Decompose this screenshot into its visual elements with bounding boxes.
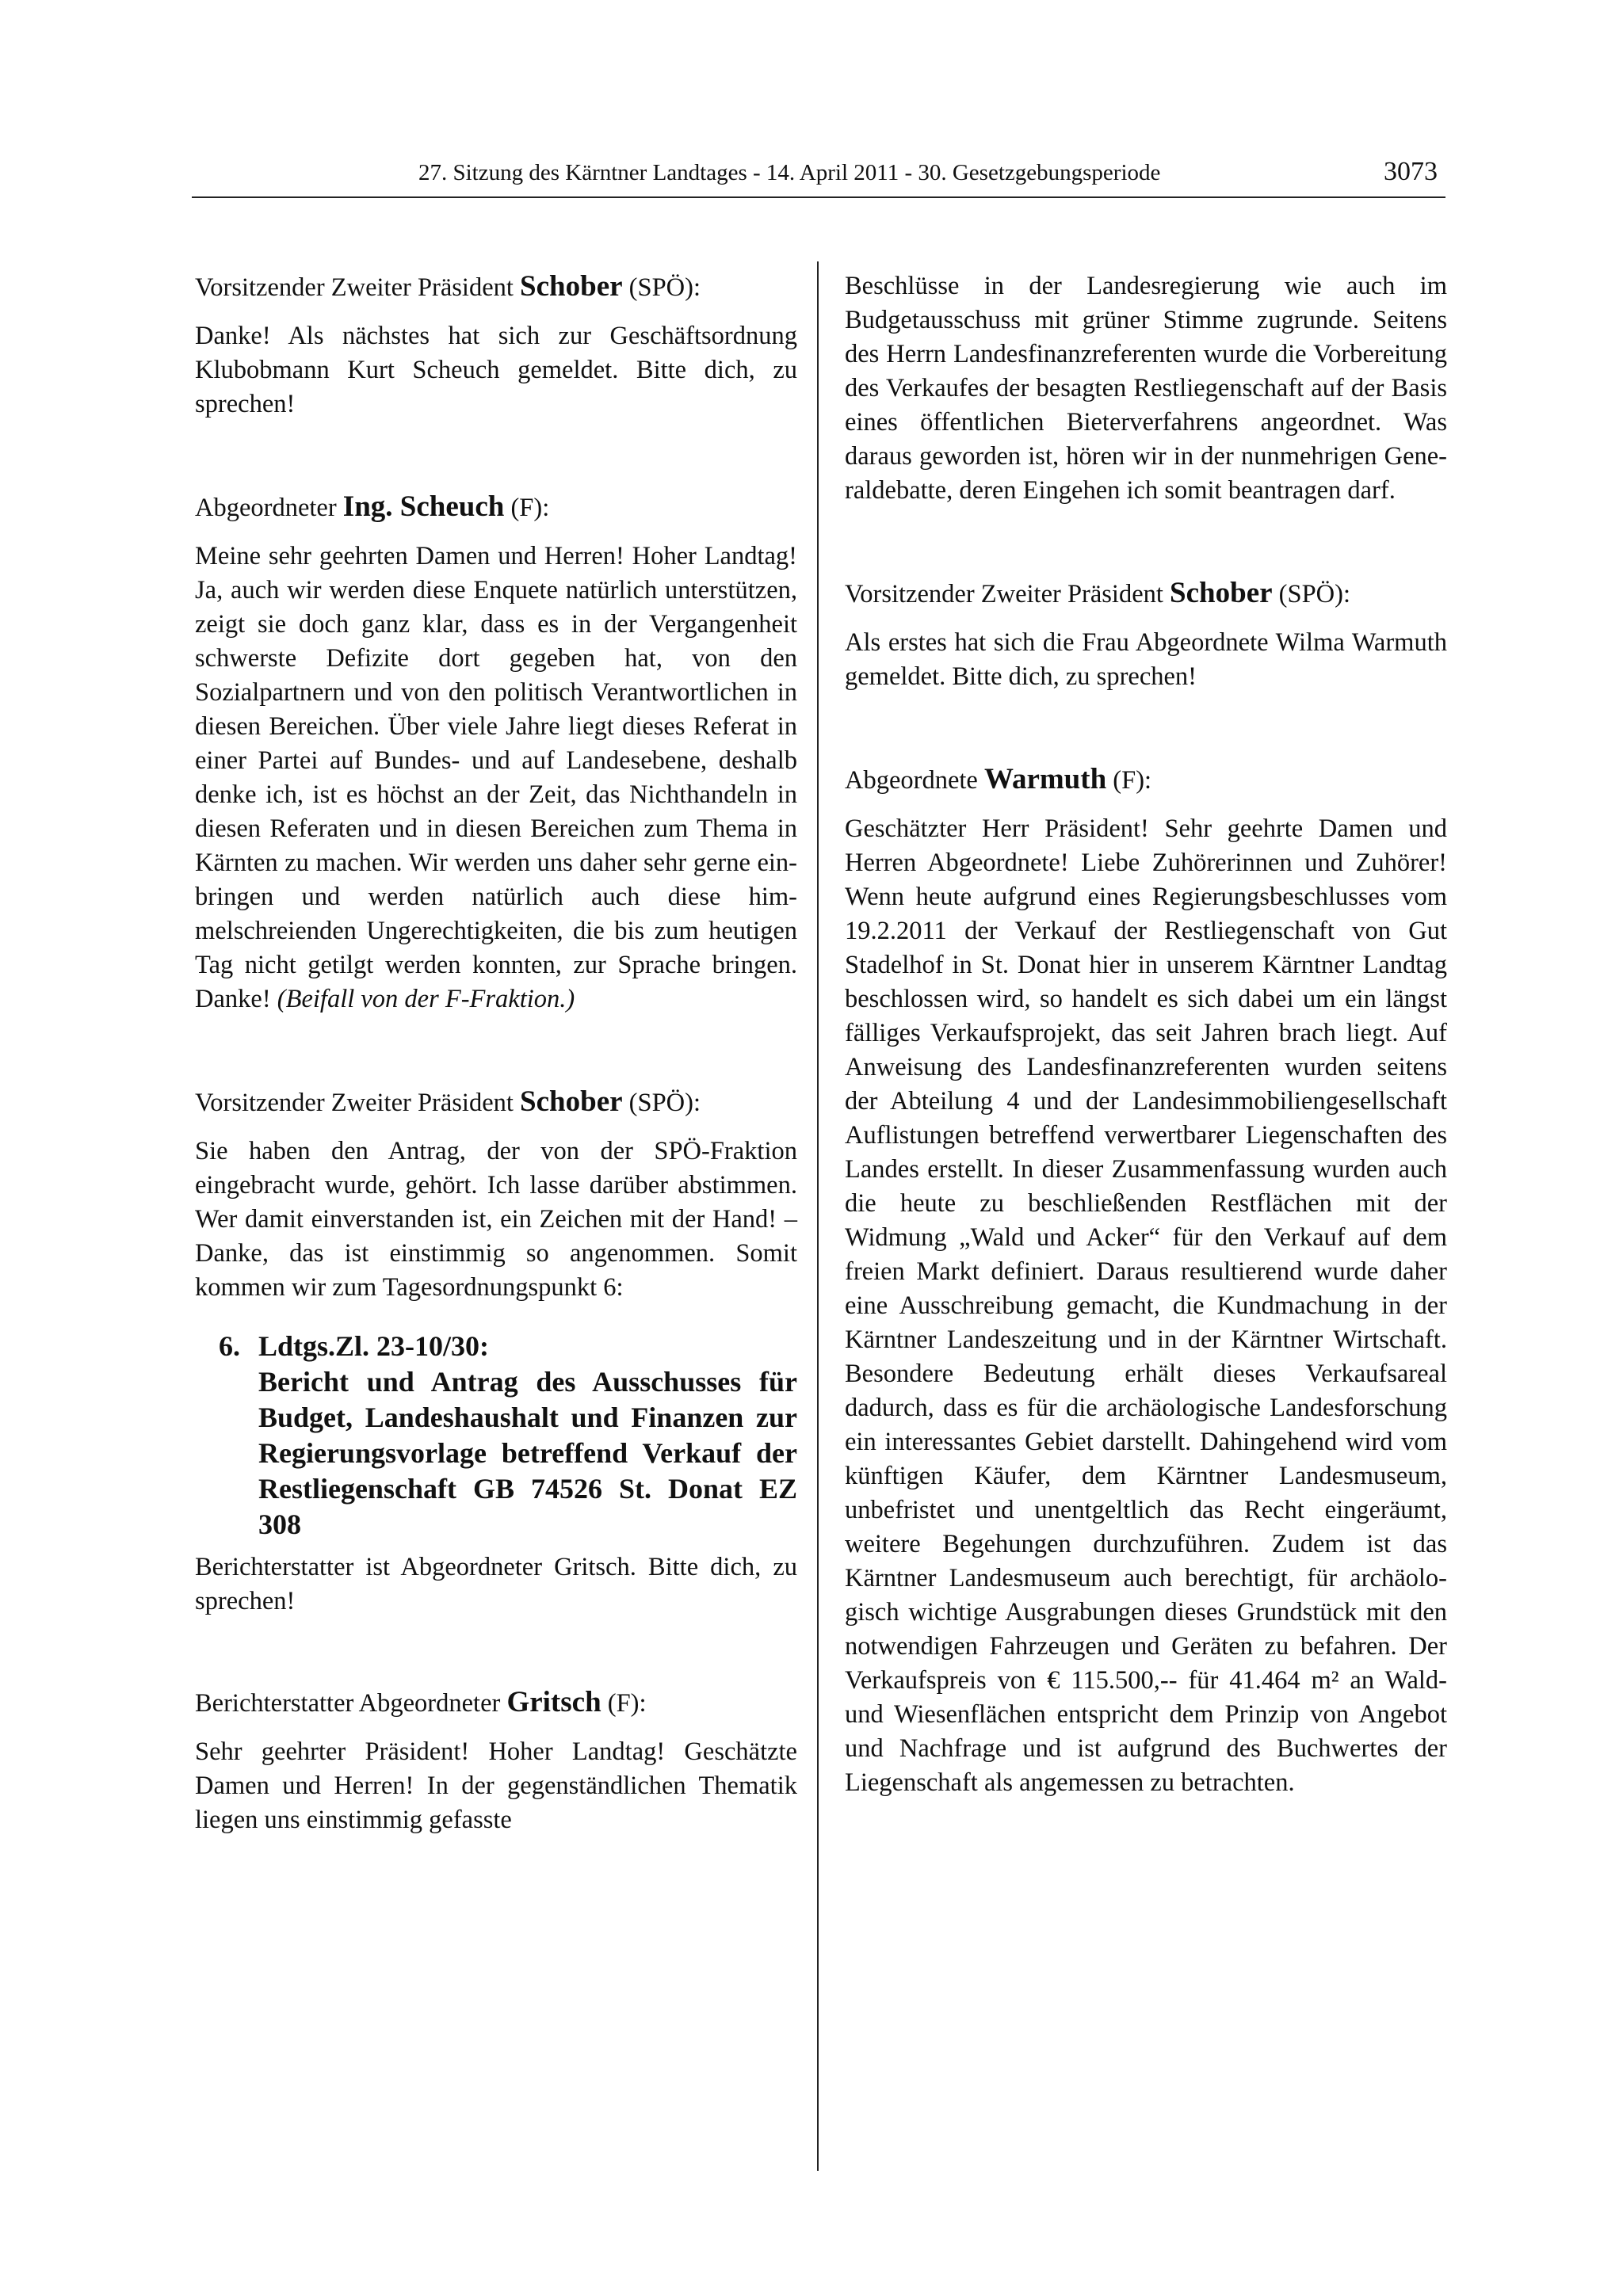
paragraph: Meine sehr geehrten Damen und Herren! Hoher Landtag! Ja, auch wir werden diese Enquete natürlich unterstützen, zeigt sie doch ganz klar, dass es in der Vergangenheit schwerste Defizite dort gegeben hat, von den Sozialpartnern und von den politisch Verantwortlichen in diesen Bereichen. Über viele Jahre liegt dieses Referat in einer Partei auf Bundes- und auf Landesebene, deshalb denke ich, ist es höchst an der Zeit, das Nichthandeln in diesen Referaten und in diesen Bereichen zum Thema in Kärnten zu machen. Wir werden uns daher sehr gerne einbringen und werden natürlich auch diese himmelschreienden Ungerechtigkeiten, die bis zum heutigen Tag nicht getilgt werden konnten, zur Sprache bringen. Danke! (Beifall von der F-Fraktion.)	[195, 542, 797, 1013]
paragraph: Sehr geehrter Präsident! Hoher Landtag! Geschätzte Damen und Herren! In der gegenständlichen Thematik liegen uns einstimmig gefasste	[195, 1737, 797, 1834]
agenda-reference: Ldtgs.Zl. 23-10/30:	[258, 1330, 490, 1362]
paragraph: Sie haben den Antrag, der von der SPÖ-Fraktion eingebracht wurde, gehört. Ich lasse darüber abstimmen. Wer damit einverstanden ist, ein Zeichen mit der Hand! – Danke, das ist einstimmig so angenommen. Somit kommen wir zum Tagesordnungspunkt 6:	[195, 1137, 797, 1302]
paragraph: Danke! Als nächstes hat sich zur Geschäftsordnung Klubobmann Kurt Scheuch gemeldet. Bitte dich, zu sprechen!	[195, 322, 797, 418]
paragraph: Als erstes hat sich die Frau Abgeordnete Wilma Warmuth gemeldet. Bitte dich, zu sprechen!	[845, 628, 1447, 691]
speaker-name: Gritsch	[506, 1686, 601, 1718]
agenda-number: 6.	[219, 1330, 240, 1362]
speaker-heading: Vorsitzender Zweiter Präsident Schober (SPÖ):	[845, 577, 1350, 609]
speaker-heading: Berichterstatter Abgeordneter Gritsch (F):	[195, 1686, 647, 1718]
paragraph: Geschätzter Herr Präsident! Sehr geehrte Damen und Herren Abgeordnete! Liebe Zuhörerinnen und Zuhörer! Wenn heute aufgrund eines Regierungsbeschlusses vom 19.2.2011 der Verkauf der Restliegenschaft von Gut Stadelhof in St. Donat hier in unserem Kärntner Landtag beschlossen wird, so handelt es sich dabei um ein längst fälliges Verkaufsprojekt, das seit Jahren brach liegt. Auf Anweisung des Landesfinanzreferenten wurden seitens der Abteilung 4 und der Landesimmobiliengesellschaft Auflistungen betreffend verwertbarer Liegenschaften des Landes erstellt. In dieser Zusammenfassung wurden auch die heute zu beschließenden Restflächen mit der Widmung „Wald und Acker“ für den Verkauf auf dem freien Markt definiert. Daraus resultierend wurde daher eine Ausschreibung gemacht, die Kundmachung in der Kärntner Landeszeitung und in der Kärntner Wirtschaft. Besondere Bedeutung erhält dieses Verkaufsareal dadurch, dass es für die archäologische Landesforschung ein interessantes Gebiet darstellt. Dahingehend wird vom künftigen Käufer, dem Kärntner Landesmuseum, unbefristet und unentgeltlich das Recht eingeräumt, weitere Begehungen durchzuführen. Zudem ist das Kärntner Landesmuseum auch berechtigt, für archäologisch wichtige Ausgrabungen dieses Grundstück mit den notwendigen Fahrzeugen und Geräten zu befahren. Der Verkaufspreis von € 115.500,-- für 41.464 m² an Wald- und Wiesenflächen entspricht dem Prinzip von Angebot und Nachfrage und ist aufgrund des Buchwertes der Liegenschaft als angemessen zu betrachten.	[845, 814, 1447, 1797]
page-header	[192, 155, 1445, 198]
left-column	[195, 269, 797, 1837]
header-title: 27. Sitzung des Kärntner Landtages - 14. April 2011 - 30. Gesetzgebungsperiode	[418, 160, 1161, 185]
speaker-name: Schober	[520, 1085, 623, 1118]
speaker-heading: Vorsitzender Zweiter Präsident Schober (SPÖ):	[195, 270, 701, 303]
paragraph: Beschlüsse in der Landesregierung wie auch im Budgetausschuss mit grüner Stimme zugrunde. Seitens des Herrn Landesfinanzreferenten wurde die Vorbereitung des Verkaufes der besagten Restliegenschaft auf der Basis eines öffentlichen Bieterverfahrens angeordnet. Was daraus geworden ist, hören wir in der nunmehrigen Generaldebatte, deren Eingehen ich somit beantragen darf.	[845, 272, 1447, 505]
speaker-name: Schober	[520, 270, 623, 303]
paragraph: Berichterstatter ist Abgeordneter Gritsch. Bitte dich, zu sprechen!	[195, 1553, 797, 1615]
applause-note: (Beifall von der F-Fraktion.)	[277, 985, 575, 1013]
column-divider	[817, 261, 819, 2171]
agenda-title: Bericht und Antrag des Ausschusses für Budget, Landeshaushalt und Finanzen zur Regierungsvorlage betreffend Verkauf der Restliegenschaft GB 74526 St. Donat EZ 308	[258, 1366, 797, 1540]
page-number: 3073	[1384, 157, 1438, 186]
speaker-name: Ing. Scheuch	[342, 490, 505, 523]
agenda-item	[219, 1329, 797, 1543]
speaker-name: Schober	[1170, 577, 1273, 609]
speaker-heading: Abgeordnete Warmuth (F):	[845, 763, 1152, 795]
speaker-heading: Vorsitzender Zweiter Präsident Schober (SPÖ):	[195, 1085, 701, 1118]
speaker-heading: Abgeordneter Ing. Scheuch (F):	[195, 490, 550, 523]
speaker-name: Warmuth	[983, 763, 1107, 795]
right-column	[845, 269, 1447, 1800]
